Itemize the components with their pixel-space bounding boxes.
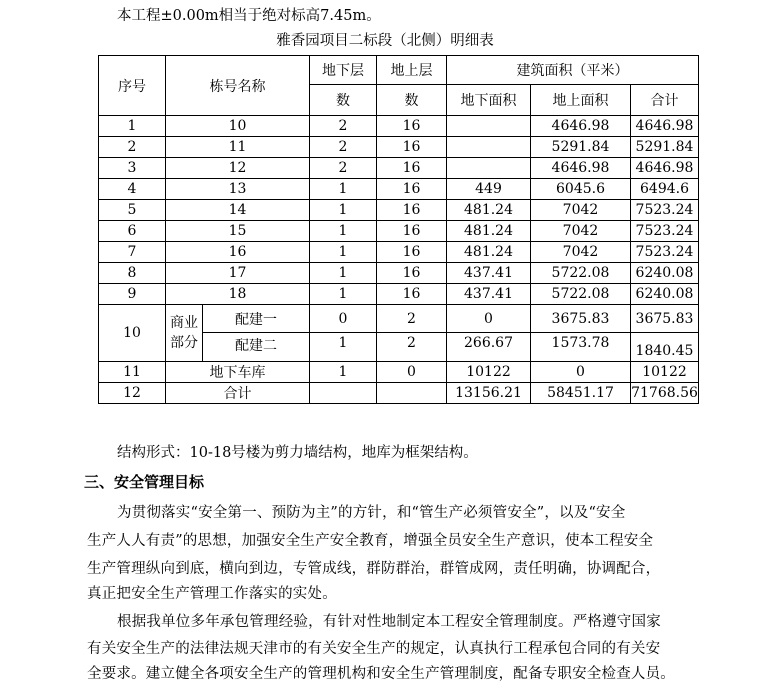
row-name: 18 (166, 284, 310, 305)
row-total: 4646.98 (631, 158, 699, 179)
intro-text: 本工程±0.00m相当于绝对标高7.45m。 (117, 8, 381, 24)
row-seq: 7 (99, 242, 166, 263)
sum-above-area: 58451.17 (531, 383, 631, 404)
row-above-floors: 16 (377, 200, 447, 221)
row-total: 5291.84 (631, 137, 699, 158)
header-seq: 序号 (99, 56, 166, 116)
row-name: 16 (166, 242, 310, 263)
row-below-area: 481.24 (447, 221, 531, 242)
row-above-area: 4646.98 (531, 158, 631, 179)
row-name: 11 (166, 137, 310, 158)
paragraph1-line: 真正把安全生产管理工作落实的实处。 (87, 586, 337, 602)
table-row (99, 137, 699, 158)
row-total: 6240.08 (631, 263, 699, 284)
row-total: 6240.08 (631, 284, 699, 305)
row-below-area: 437.41 (447, 284, 531, 305)
row-below-area: 481.24 (447, 200, 531, 221)
row-above-floors: 16 (377, 158, 447, 179)
table-row (99, 158, 699, 179)
sum-below-area: 13156.21 (447, 383, 531, 404)
row-above-area: 6045.6 (531, 179, 631, 200)
row-above-floors: 16 (377, 137, 447, 158)
row-above-area: 5722.08 (531, 284, 631, 305)
row-total: 4646.98 (631, 116, 699, 137)
structure-note: 结构形式：10-18号楼为剪力墙结构，地库为框架结构。 (117, 445, 478, 461)
row-seq: 9 (99, 284, 166, 305)
row-below-floors: 1 (310, 221, 377, 242)
commercial-above-area: 3675.83 (531, 305, 631, 333)
row-above-floors: 16 (377, 284, 447, 305)
commercial-total-2: 1840.45 (631, 333, 699, 362)
header-below-floors: 地下层 (310, 56, 377, 85)
row-above-area: 7042 (531, 200, 631, 221)
row-below-floors: 2 (310, 158, 377, 179)
commercial-below-area: 0 (447, 305, 531, 333)
paragraph2-line: 有关安全生产的法律法规天津市的有关安全生产的规定，认真执行工程承包合同的有关安 (87, 641, 661, 657)
row-seq: 6 (99, 221, 166, 242)
commercial-name-2: 配建二 (203, 333, 310, 362)
row-above-floors: 16 (377, 263, 447, 284)
row-above-area: 5722.08 (531, 263, 631, 284)
row-above-area: 7042 (531, 221, 631, 242)
building-rows (99, 116, 699, 305)
building-detail-table (98, 55, 699, 404)
row-total: 6494.6 (631, 179, 699, 200)
row-above-area: 5291.84 (531, 137, 631, 158)
header-row-1 (99, 56, 699, 85)
commercial-total: 3675.83 (631, 305, 699, 333)
garage-below: 1 (310, 362, 377, 383)
sum-row (99, 383, 699, 404)
row-below-floors: 1 (310, 242, 377, 263)
garage-row (99, 362, 699, 383)
header-below-floors-2: 数 (310, 85, 377, 116)
row-below-floors: 1 (310, 179, 377, 200)
paragraph2-line: 根据我单位多年承包管理经验，有针对性地制定本工程安全管理制度。严格遵守国家 (117, 614, 661, 630)
row-below-area (447, 158, 531, 179)
header-area-group: 建筑面积（平米） (447, 56, 699, 85)
garage-below-area: 10122 (447, 362, 531, 383)
row-name: 14 (166, 200, 310, 221)
commercial-above-area-2: 1573.78 (531, 333, 631, 362)
row-name: 17 (166, 263, 310, 284)
row-below-floors: 1 (310, 284, 377, 305)
row-above-area: 4646.98 (531, 116, 631, 137)
commercial-above-2: 2 (377, 333, 447, 362)
row-below-area (447, 137, 531, 158)
header-name: 栋号名称 (166, 56, 310, 116)
row-below-floors: 1 (310, 200, 377, 221)
table-row (99, 200, 699, 221)
paragraph1-line: 生产管理纵向到底，横向到边，专管成线，群防群治，群管成网，责任明确，协调配合， (87, 561, 661, 577)
table-row (99, 221, 699, 242)
sum-total: 71768.56 (631, 383, 699, 404)
header-above-floors-2: 数 (377, 85, 447, 116)
row-above-area: 7042 (531, 242, 631, 263)
commercial-below-2: 1 (310, 333, 377, 362)
header-below-area: 地下面积 (447, 85, 531, 116)
header-above-floors: 地上层 (377, 56, 447, 85)
commercial-group-a: 商业 (170, 315, 198, 331)
row-below-area: 449 (447, 179, 531, 200)
table-row (99, 179, 699, 200)
sum-below (310, 383, 377, 404)
garage-above: 0 (377, 362, 447, 383)
row-below-floors: 1 (310, 263, 377, 284)
section-heading: 三、安全管理目标 (84, 473, 205, 491)
commercial-group (166, 305, 203, 362)
sum-above (377, 383, 447, 404)
table-row (99, 263, 699, 284)
commercial-above: 2 (377, 305, 447, 333)
commercial-seq: 10 (99, 305, 166, 362)
garage-name: 地下车库 (166, 362, 310, 383)
table-caption: 雅香园项目二标段（北侧）明细表 (276, 33, 494, 49)
paragraph1-line: 生产人人有责”的思想，加强安全生产安全教育，增强全员安全生产意识，使本工程安全 (87, 533, 654, 549)
paragraph1-line: 为贯彻落实“安全第一、预防为主”的方针，和“管生产必须管安全”，以及“安全 (117, 505, 626, 521)
row-total: 7523.24 (631, 200, 699, 221)
row-below-area: 437.41 (447, 263, 531, 284)
table-row (99, 242, 699, 263)
header-above-area: 地上面积 (531, 85, 631, 116)
garage-total: 10122 (631, 362, 699, 383)
commercial-below: 0 (310, 305, 377, 333)
row-below-area (447, 116, 531, 137)
row-below-floors: 2 (310, 137, 377, 158)
row-name: 13 (166, 179, 310, 200)
row-total: 7523.24 (631, 242, 699, 263)
header-total: 合计 (631, 85, 699, 116)
row-above-floors: 16 (377, 179, 447, 200)
row-seq: 8 (99, 263, 166, 284)
row-above-floors: 16 (377, 116, 447, 137)
row-seq: 1 (99, 116, 166, 137)
row-name: 10 (166, 116, 310, 137)
row-above-floors: 16 (377, 242, 447, 263)
table-row (99, 284, 699, 305)
sum-seq: 12 (99, 383, 166, 404)
commercial-below-area-2: 266.67 (447, 333, 531, 362)
row-name: 15 (166, 221, 310, 242)
row-below-floors: 2 (310, 116, 377, 137)
commercial-name: 配建一 (203, 305, 310, 333)
row-below-area: 481.24 (447, 242, 531, 263)
commercial-group-b: 部分 (170, 335, 198, 351)
row-seq: 5 (99, 200, 166, 221)
row-total: 7523.24 (631, 221, 699, 242)
sum-name: 合计 (166, 383, 310, 404)
commercial-row-1 (99, 305, 699, 333)
row-above-floors: 16 (377, 221, 447, 242)
garage-above-area: 0 (531, 362, 631, 383)
table-row (99, 116, 699, 137)
paragraph2-line: 全要求。建立健全各项安全生产的管理机构和安全生产管理制度，配备专职安全检查人员。 (87, 666, 675, 682)
row-seq: 4 (99, 179, 166, 200)
row-seq: 2 (99, 137, 166, 158)
row-name: 12 (166, 158, 310, 179)
row-seq: 3 (99, 158, 166, 179)
garage-seq: 11 (99, 362, 166, 383)
